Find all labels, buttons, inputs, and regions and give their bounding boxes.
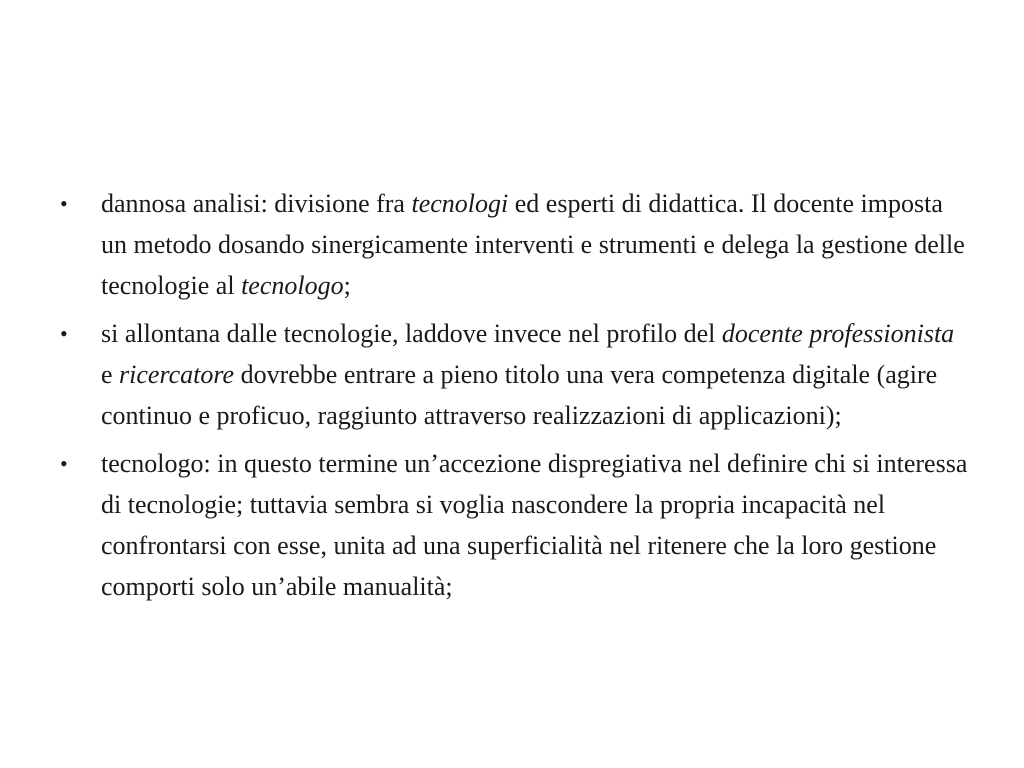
bullet-text bbox=[101, 319, 954, 430]
text-run: ; bbox=[343, 271, 351, 300]
bullet-list bbox=[58, 183, 968, 614]
italic-term: docente professionista bbox=[721, 319, 955, 348]
bullet-item-tecnologi bbox=[58, 183, 968, 306]
text-run: dovrebbe entrare a pieno titolo una vera competenza digitale (agire continuo e proficuo, raggiunto attraverso realizzazioni di applicazioni); bbox=[101, 360, 938, 430]
italic-term: tecnologo bbox=[241, 271, 344, 300]
italic-term: ricercatore bbox=[119, 360, 235, 389]
bullet-text bbox=[101, 449, 967, 601]
bullet-text bbox=[101, 189, 965, 300]
bullet-dot-icon: • bbox=[60, 191, 68, 216]
text-run: e bbox=[101, 360, 120, 389]
bullet-item-docente bbox=[58, 313, 968, 436]
italic-term: tecnologi bbox=[411, 189, 509, 218]
text-run: dannosa analisi: divisione fra bbox=[101, 189, 412, 218]
text-run: si allontana dalle tecnologie, laddove invece nel profilo del bbox=[101, 319, 722, 348]
text-run: ed esperti di didattica. Il docente imposta un metodo dosando sinergicamente interventi e strumenti e delega la gestione delle tecnologie al bbox=[101, 189, 965, 300]
bullet-dot-icon: • bbox=[60, 451, 68, 476]
bullet-dot-icon: • bbox=[60, 321, 68, 346]
text-run: tecnologo: in questo termine un’accezione dispregiativa nel definire chi si interessa di tecnologie; tuttavia sembra si voglia nascondere la propria incapacità nel confrontarsi con esse, unita ad una superficialità nel ritenere che la loro gestione comporti solo un’abile manualità; bbox=[101, 449, 968, 601]
bullet-item-tecnologo bbox=[58, 443, 968, 607]
